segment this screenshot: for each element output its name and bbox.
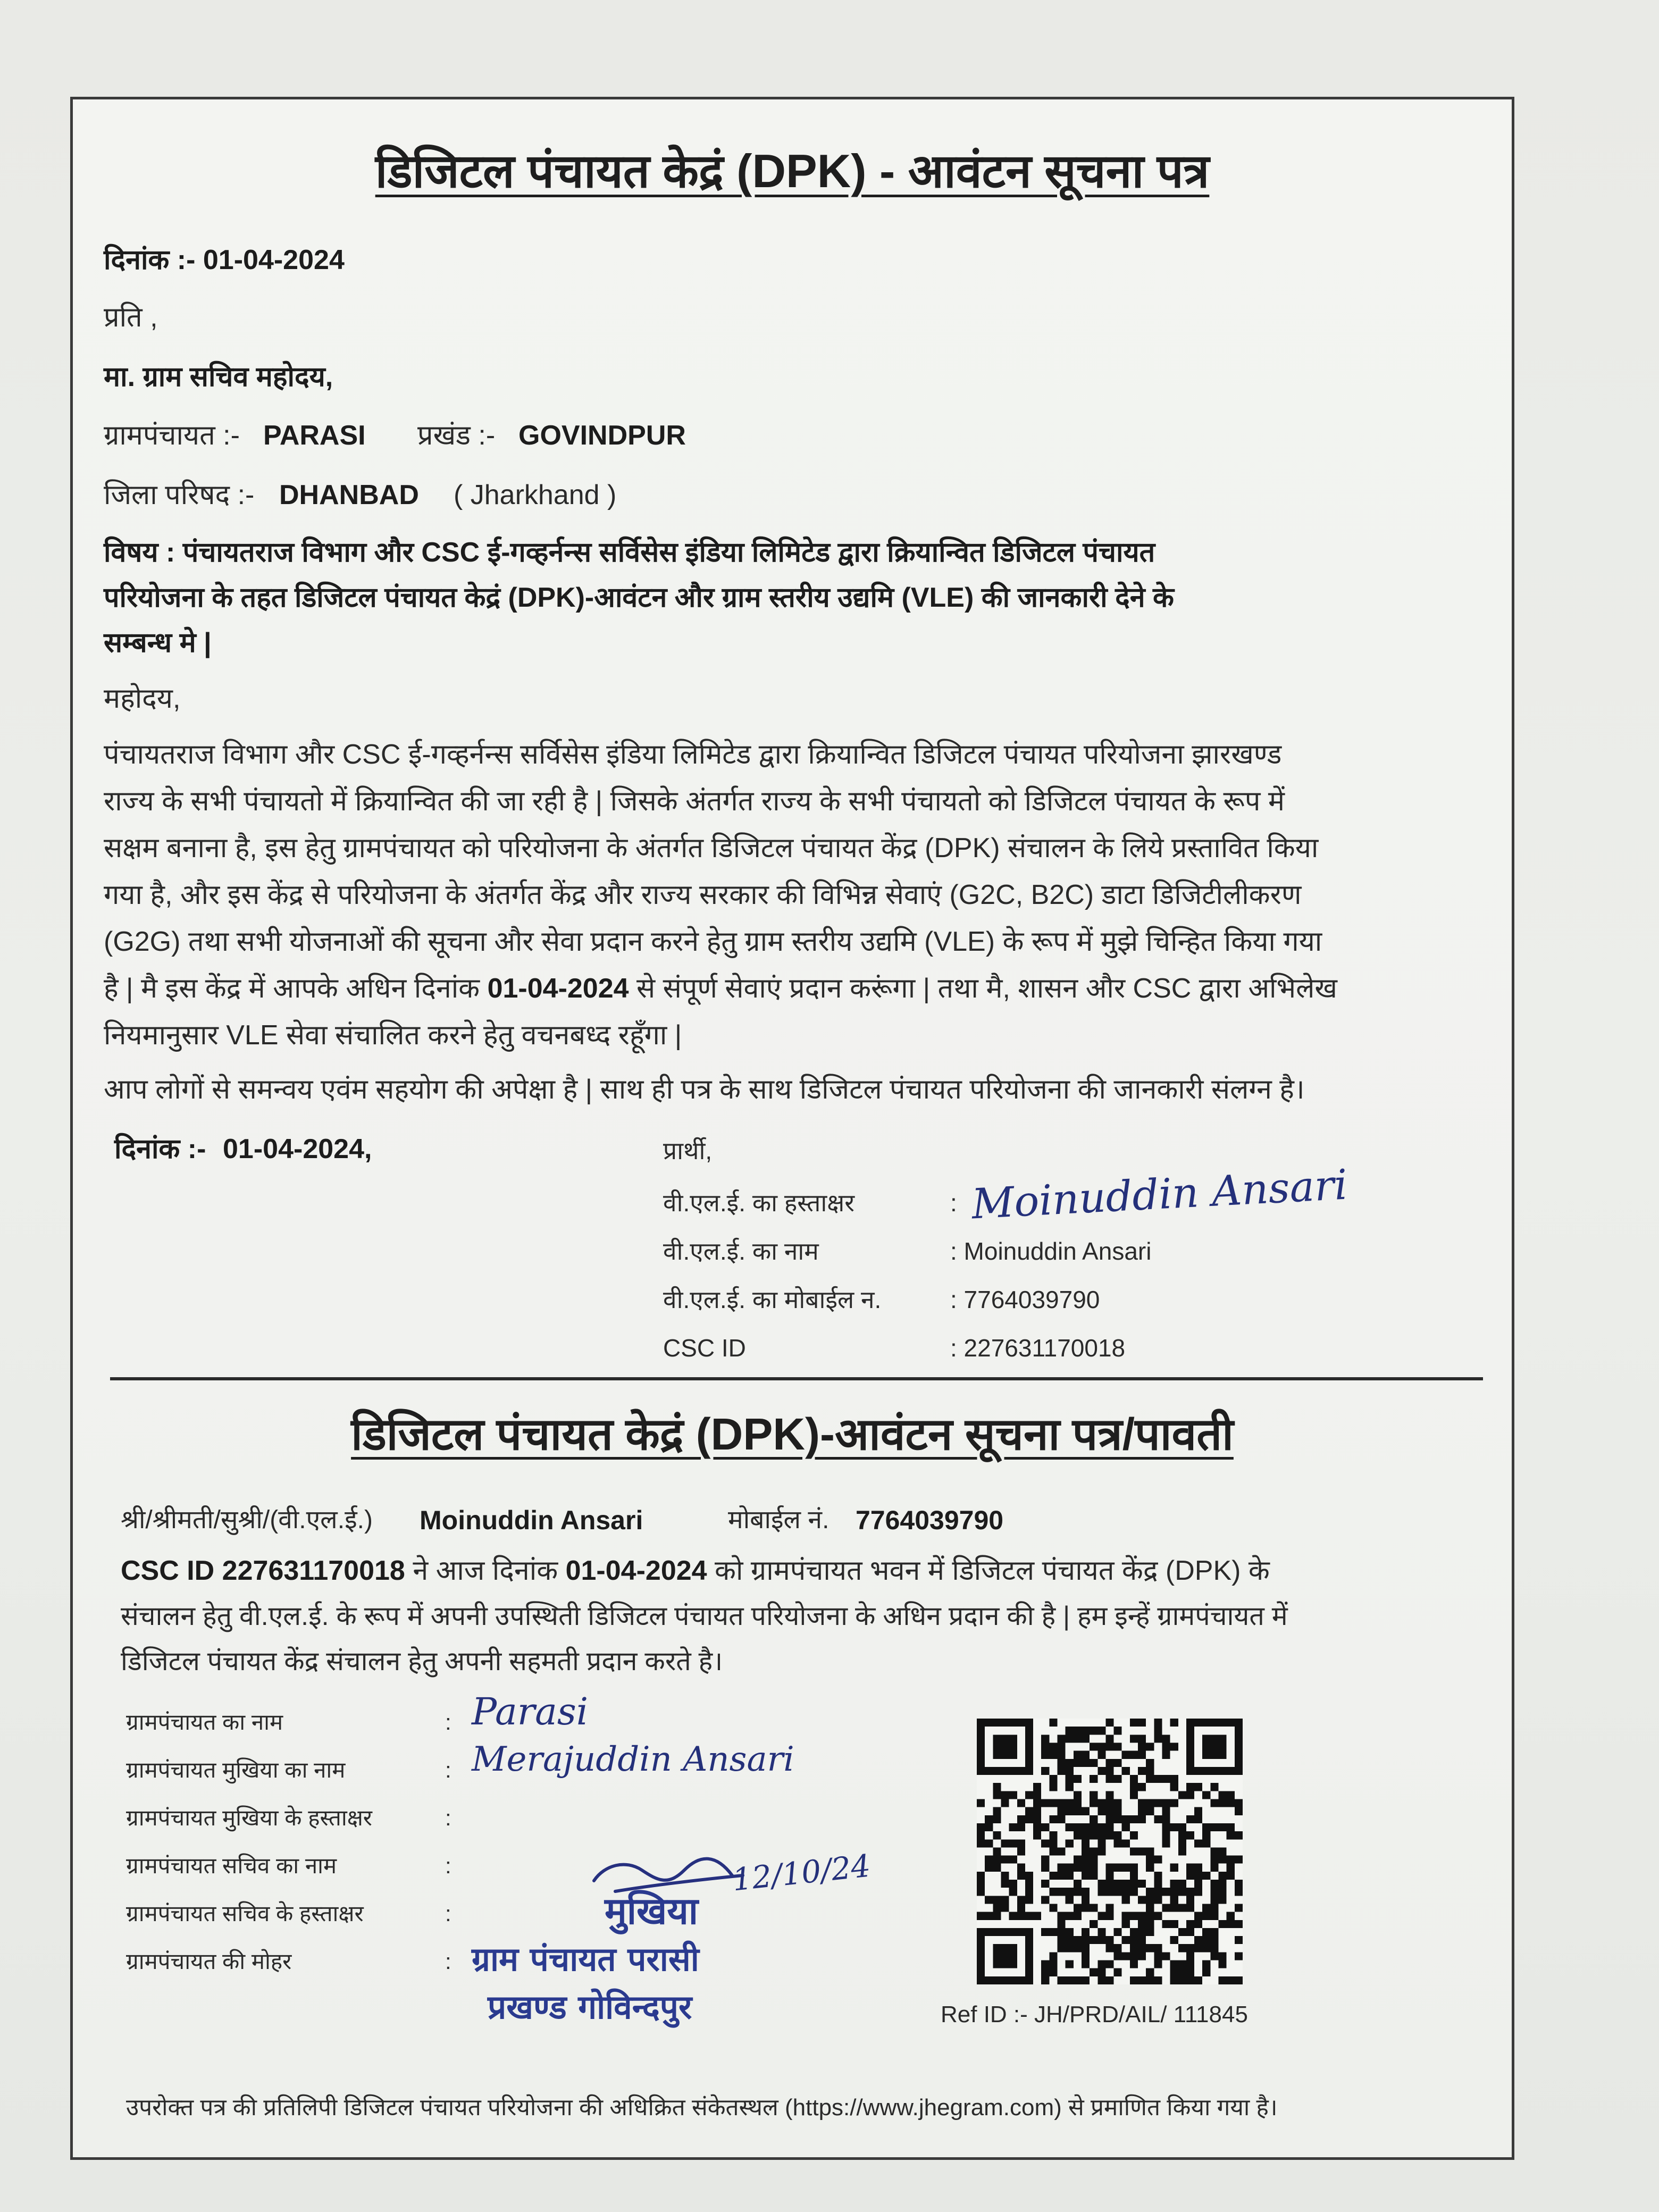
receipt-para-1d: को ग्रामपंचायत भवन में डिजिटल पंचायत केंद्र (DPK) के	[715, 1555, 1270, 1586]
vle-sign-label: वी.एल.ई. का हस्ताक्षर	[663, 1189, 855, 1217]
subject-line-3: सम्बन्ध मे |	[104, 627, 212, 658]
vle-name-label: वी.एल.ई. का नाम	[663, 1237, 819, 1265]
receipt-date: 01-04-2024	[565, 1555, 707, 1586]
district-label: जिला परिषद :-	[104, 480, 255, 510]
row-secretary-sign-label: ग्रामपंचायत सचिव के हस्ताक्षर	[126, 1901, 364, 1926]
mukhiya-sign-date: 12/10/24	[731, 1847, 873, 1898]
row-gp-name-label: ग्रामपंचायत का नाम	[126, 1710, 283, 1735]
state-value: ( Jharkhand )	[454, 480, 617, 510]
receipt-title: डिजिटल पंचायत केद्रं (DPK)-आवंटन सूचना पत्र/पावती	[351, 1409, 1234, 1459]
body-date: 01-04-2024	[487, 973, 629, 1004]
stamp-mukhiya: मुखिया	[605, 1889, 698, 1933]
csc-id-value: : 227631170018	[950, 1334, 1126, 1362]
row-secretary-sign-colon: :	[445, 1901, 451, 1926]
receipt-mobile-value: 7764039790	[856, 1505, 1004, 1535]
body-line-1: पंचायतराज विभाग और CSC ई-गव्हर्नन्स सर्विसेस इंडिया लिमिटेड द्वारा क्रियान्वित डिजिटल पंचायत परियोजना झारखण्ड	[104, 739, 1282, 770]
receipt-para-line-1	[121, 1554, 1270, 1588]
vle-sign-colon: :	[950, 1189, 957, 1217]
body-line-7: नियमानुसार VLE सेवा संचालित करने हेतु वचनबध्द रहूँगा |	[104, 1020, 682, 1051]
row-mukhiya-name-colon: :	[445, 1757, 451, 1782]
body-line-6-c: से संपूर्ण सेवाएं प्रदान करूंगा | तथा मै, शासन और CSC द्वारा अभिलेख	[636, 973, 1337, 1004]
addressee: मा. ग्राम सचिव महोदय,	[104, 362, 333, 392]
footer-note: उपरोक्त पत्र की प्रतिलिपी डिजिटल पंचायत परियोजना की अधिक्रित संकेतस्थल (https://www.jhegram.com) से प्रमाणित किया गया है।	[126, 2094, 1278, 2121]
csc-id-label: CSC ID	[663, 1334, 746, 1362]
gp-value: PARASI	[263, 420, 366, 451]
salutation: महोदय,	[104, 683, 181, 714]
page-title: डिजिटल पंचायत केद्रं (DPK) - आवंटन सूचना पत्र	[375, 145, 1210, 197]
qr-code	[977, 1719, 1243, 1984]
row-mukhiya-name-value: Merajuddin Ansari	[472, 1740, 794, 1779]
receipt-name-value: Moinuddin Ansari	[420, 1505, 643, 1535]
stamp-line-1: ग्राम पंचायत परासी	[472, 1940, 699, 1979]
to-line: प्रति ,	[104, 302, 158, 333]
subject-line-1: विषय : पंचायतराज विभाग और CSC ई-गव्हर्नन्स सर्विसेस इंडिया लिमिटेड द्वारा क्रियान्वित डिजिटल पंचायत	[104, 537, 1155, 568]
row-seal-colon: :	[445, 1949, 451, 1974]
vle-signature: Moinuddin Ansari	[970, 1161, 1349, 1229]
body-line-2: राज्य के सभी पंचायतो में क्रियान्वित की जा रही है | जिसके अंतर्गत राज्य के सभी पंचायतो को डिजिटल पंचायत के रूप में	[104, 786, 1285, 817]
letter-paper	[70, 97, 1514, 2160]
applicant-label: प्रार्थी,	[663, 1137, 713, 1164]
row-secretary-name-label: ग्रामपंचायत सचिव का नाम	[126, 1853, 337, 1878]
body-line-4: गया है, और इस केंद्र से परियोजना के अंतर्गत केंद्र और राज्य सरकार की विभिन्न सेवाएं (G2C, B2C) डाटा डिजिटीलीकरण	[104, 879, 1302, 910]
block-label: प्रखंड :-	[417, 420, 496, 451]
row-gp-name-value: Parasi	[472, 1690, 589, 1733]
vle-mobile-value: : 7764039790	[950, 1286, 1100, 1313]
receipt-csc-id: CSC ID 227631170018	[121, 1555, 405, 1586]
receipt-para-1b: ने आज दिनांक	[413, 1555, 558, 1586]
body-line-5: (G2G) तथा सभी योजनाओं की सूचना और सेवा प्रदान करने हेतु ग्राम स्तरीय उद्यमि (VLE) के रूप में मुझे चिन्हित किया गया	[104, 926, 1322, 957]
body-line-3: सक्षम बनाना है, इस हेतु ग्रामपंचायत को परियोजना के अंतर्गत डिजिटल पंचायत केंद्र (DPK) संचालन के लिये प्रस्तावित किया	[104, 833, 1319, 864]
receipt-name-prefix: श्री/श्रीमती/सुश्री/(वी.एल.ई.)	[121, 1506, 373, 1534]
body-line-6	[104, 971, 1337, 1006]
closing-line: आप लोगों से समन्वय एवंम सहयोग की अपेक्षा है | साथ ही पत्र के साथ डिजिटल पंचायत परियोजना की जानकारी संलग्न है।	[104, 1074, 1305, 1105]
receipt-para-line-2: संचालन हेतु वी.एल.ई. के रूप में अपनी उपस्थिती डिजिटल पंचायत परियोजना के अधिन प्रदान की है | हम इन्हें ग्रामपंचायत में	[121, 1601, 1288, 1631]
row-gp-name-colon: :	[445, 1710, 451, 1735]
vle-mobile-label: वी.एल.ई. का मोबाईल न.	[663, 1286, 882, 1313]
gp-label: ग्रामपंचायत :-	[104, 420, 240, 451]
vle-name-value: : Moinuddin Ansari	[950, 1237, 1152, 1265]
ref-id: Ref ID :- JH/PRD/AIL/ 111845	[941, 2001, 1248, 2027]
body-line-6-a: है | मै इस केंद्र में आपके अधिन दिनांक	[104, 973, 480, 1004]
row-mukhiya-sign-colon: :	[445, 1805, 451, 1830]
section-divider	[110, 1377, 1483, 1380]
subject-line-2: परियोजना के तहत डिजिटल पंचायत केद्रं (DPK)-आवंटन और ग्राम स्तरीय उद्यमि (VLE) की जानकारी देने के	[104, 582, 1174, 613]
district-value: DHANBAD	[279, 480, 419, 510]
row-mukhiya-name-label: ग्रामपंचायत मुखिया का नाम	[126, 1757, 346, 1782]
receipt-para-line-3: डिजिटल पंचायत केंद्र संचालन हेतु अपनी सहमती प्रदान करते है।	[121, 1646, 723, 1676]
receipt-mobile-label: मोबाईल नं.	[728, 1506, 830, 1534]
qr-code-graphic	[977, 1719, 1243, 1984]
row-secretary-name-colon: :	[445, 1853, 451, 1878]
stamp-line-2: प्रखण्ड गोविन्दपुर	[488, 1988, 692, 2026]
date2-value: 01-04-2024,	[223, 1134, 372, 1164]
row-mukhiya-sign-label: ग्रामपंचायत मुखिया के हस्ताक्षर	[126, 1805, 372, 1830]
row-seal-label: ग्रामपंचायत की मोहर	[126, 1949, 292, 1974]
block-value: GOVINDPUR	[518, 420, 686, 451]
date2-label: दिनांक :-	[114, 1134, 206, 1164]
date-line: दिनांक :- 01-04-2024	[104, 245, 345, 275]
